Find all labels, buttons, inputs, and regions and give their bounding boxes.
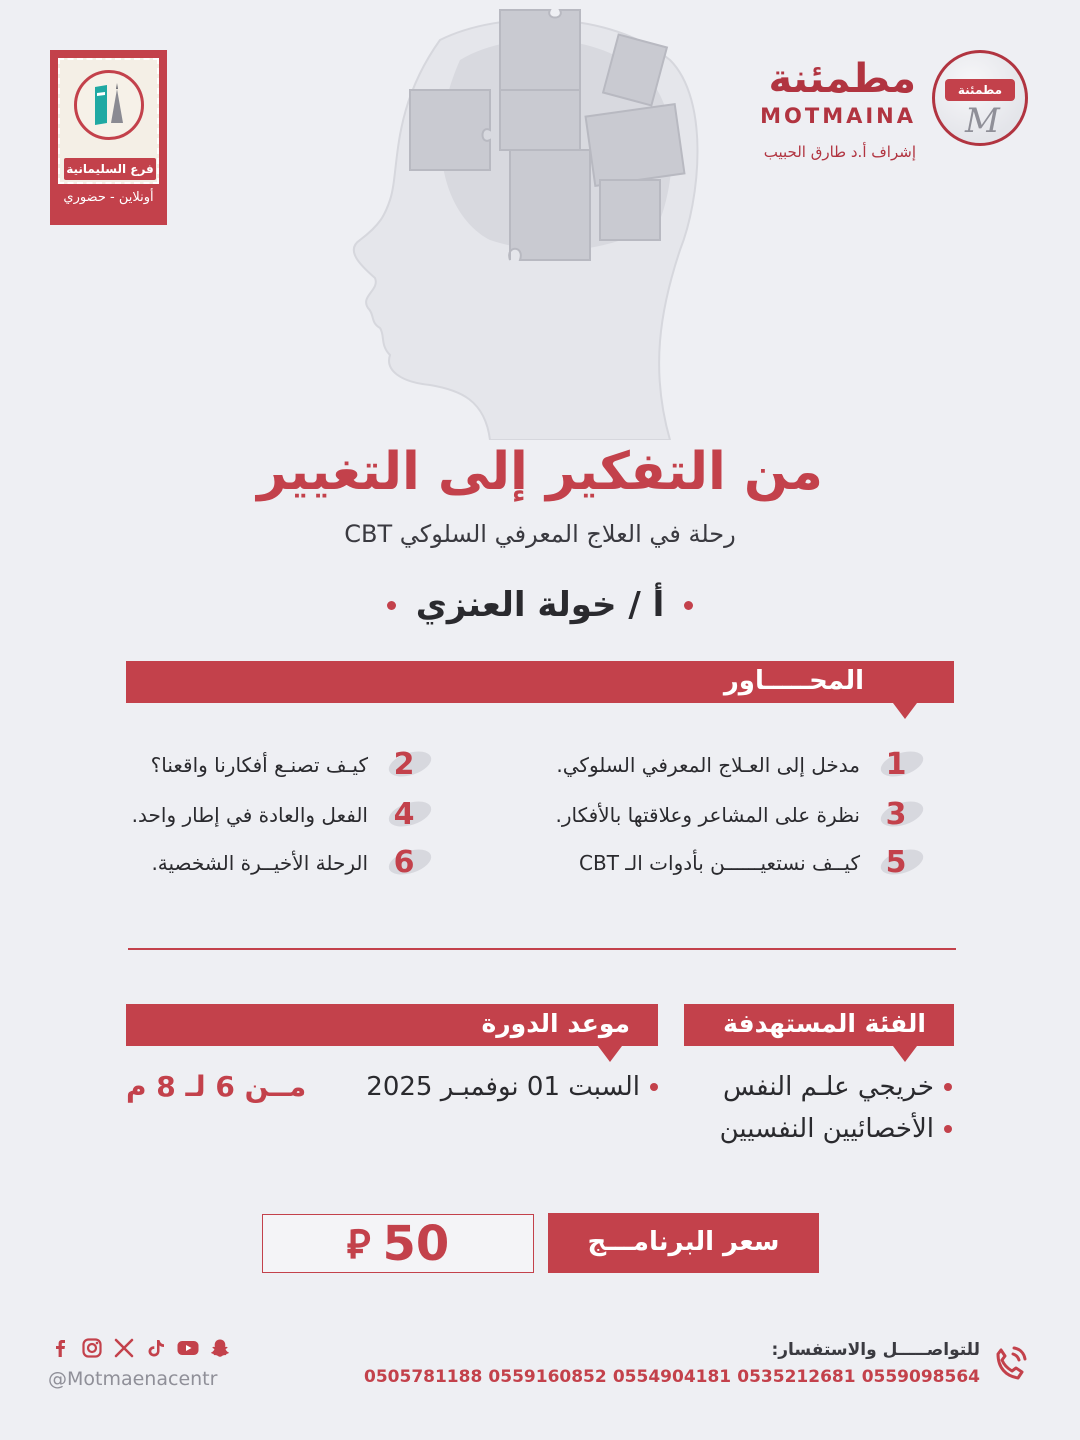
phone-list [364, 1367, 980, 1387]
schedule-heading: موعد الدورة [481, 1009, 630, 1038]
price-box [262, 1214, 534, 1273]
branch-name: فرع السليمانية [64, 158, 156, 180]
audience-bar-pointer [893, 1046, 917, 1062]
phone-number[interactable]: 0505781188 [364, 1367, 483, 1387]
bullet-dot [944, 1083, 952, 1091]
audience-heading-bar [684, 1004, 954, 1046]
head-puzzle-illustration [290, 0, 790, 440]
axis-text: كيـف تصنـع أفكارنا واقعنا؟ [150, 753, 368, 777]
axes-heading: المحـــــاور [723, 666, 864, 696]
audience-item-text: خريجي علـم النفس [723, 1072, 934, 1102]
axis-number: 5 [876, 843, 924, 883]
section-divider [128, 948, 956, 950]
axis-item [556, 745, 924, 785]
axes-bar-pointer [893, 703, 917, 719]
axis-item [151, 745, 432, 785]
axis-item [132, 795, 432, 835]
axis-item [151, 843, 432, 883]
axis-item [579, 843, 924, 883]
axis-number: 3 [876, 795, 924, 835]
axis-number: 4 [384, 795, 432, 835]
axis-text: كيــف نستعيــــــن بأدوات الـ CBT [579, 851, 860, 875]
schedule-heading-bar [126, 1004, 658, 1046]
attendance-mode: أونلاين - حضوري [63, 190, 154, 205]
axis-text: نظرة على المشاعر وعلاقتها بالأفكار. [555, 803, 860, 827]
youtube-icon[interactable] [176, 1336, 200, 1360]
axis-number: 2 [384, 745, 432, 785]
phone-number[interactable]: 0535212681 [737, 1367, 856, 1387]
instagram-icon[interactable] [80, 1336, 104, 1360]
axis-item [556, 795, 924, 835]
instructor-name: أ / خولة العنزي [415, 585, 665, 625]
instructor-row [0, 580, 1080, 630]
bullet-dot [944, 1125, 952, 1133]
course-title: من التفكير إلى التغيير [257, 442, 823, 502]
brand-name-ar: مطمئنة [768, 56, 916, 102]
bullet-dot [684, 601, 693, 610]
branch-stamp [50, 50, 167, 225]
brand-name-en: MOTMAINA [760, 104, 916, 128]
supervisor-credit: إشراف أ.د طارق الحبيب [763, 143, 916, 161]
price-value: 50 [382, 1215, 450, 1272]
x-icon[interactable] [112, 1336, 136, 1360]
brand-emblem-text: مطمئنة [945, 79, 1015, 101]
snapchat-icon[interactable] [208, 1336, 232, 1360]
facebook-icon[interactable] [48, 1336, 72, 1360]
price-label: سعر البرنامـــج [548, 1213, 819, 1273]
course-subtitle: رحلة في العلاج المعرفي السلوكي CBT [344, 520, 736, 548]
tiktok-icon[interactable] [144, 1336, 168, 1360]
axes-heading-bar [126, 661, 954, 703]
social-handle[interactable]: @Motmaenacentr [48, 1368, 218, 1390]
axis-text: الرحلة الأخيــرة الشخصية. [151, 851, 368, 875]
audience-heading: الفئة المستهدفة [723, 1009, 926, 1038]
phone-number[interactable]: 0554904181 [612, 1367, 732, 1387]
axis-number: 1 [876, 745, 924, 785]
audience-item-text: الأخصائيين النفسيين [719, 1114, 934, 1144]
schedule-date [366, 1072, 658, 1102]
bullet-dot [387, 601, 396, 610]
brand-emblem-letter: M [965, 101, 1000, 141]
schedule-time: مــن 6 لـ 8 م [126, 1070, 307, 1103]
brand-emblem [932, 50, 1028, 146]
audience-item [723, 1072, 952, 1102]
bullet-dot [650, 1083, 658, 1091]
axis-number: 6 [384, 843, 432, 883]
phone-icon [988, 1340, 1032, 1384]
axis-text: الفعل والعادة في إطار واحد. [131, 803, 368, 827]
axis-text: مدخل إلى العـلاج المعرفي السلوكي. [556, 753, 860, 777]
phone-number[interactable]: 0559160852 [488, 1367, 607, 1387]
stamp-card [58, 58, 159, 184]
audience-item [720, 1114, 952, 1144]
phone-number[interactable]: 0559098564 [861, 1367, 980, 1387]
schedule-date-text: السبت 01 نوفمبـر 2025 [366, 1072, 640, 1102]
branch-emblem-icon [74, 70, 144, 140]
schedule-bar-pointer [598, 1046, 622, 1062]
currency-icon: ⃁ [346, 1221, 371, 1268]
social-icons [48, 1336, 232, 1360]
contact-label: للتواصـــــل والاستفسار: [771, 1340, 980, 1360]
